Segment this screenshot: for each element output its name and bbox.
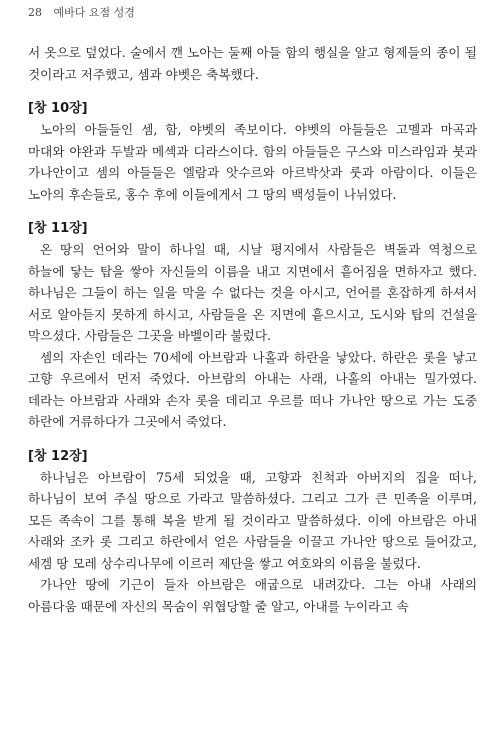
paragraph: 하나님은 아브람이 75세 되었을 때, 고향과 친척과 아버지의 집을 떠나, 하나님이 보여 주실 땅으로 가라고 말씀하셨다. 그리고 그가 큰 민족을 이루며, 모든 족속이 그를 통해 복을 받게 될 것이라고 말씀하셨다. 이에 아브람은 아내 사래와 조카 롯 그리고 하란에서 얻은 사람들을 이끌고 가나안 땅으로 들어갔고, 세겜 땅 모레 상수리나무에 이르러 제단을 쌓고 여호와의 이름을 불렀다. xyxy=(28,469,477,571)
page-number: 28 xyxy=(28,6,42,19)
chapter-heading-11: [창 11장] xyxy=(28,221,88,236)
paragraph: 가나안 땅에 기근이 들자 아브람은 애굽으로 내려갔다. 그는 아내 사래의 아름다움 때문에 자신의 목숨이 위협당할 줄 알고, 아내를 누이라고 속 xyxy=(28,577,477,614)
book-title: 예바다 요점 성경 xyxy=(53,6,135,19)
paragraph: 온 땅의 언어와 말이 하나일 때, 시날 평지에서 사람들은 벽돌과 역청으로 하늘에 닿는 탑을 쌓아 자신들의 이름을 내고 지면에서 흩어짐을 면하자고 했다. 하나님은 그들이 하는 일을 막을 수 없다는 것을 아시고, 언어를 혼잡하게 하셔서 서로 알아듣지 못하게 하시고, 사람들을 온 지면에 흩으시고, 도시와 탑의 건설을 막으셨다. 사람들은 그곳을 바벨이라 불렀다. xyxy=(28,242,477,343)
paragraph: 노아의 아들들인 셈, 함, 야벳의 족보이다. 야벳의 아들들은 고멜과 마곡과 마대와 야완과 두발과 메섹과 디라스이다. 함의 아들들은 구스와 미스라임과 붓과 가나안이고 셈의 아들들은 엘람과 앗수르와 아르박삿과 룻과 아람이다. 이들은 노아의 후손들로, 홍수 후에 이들에게서 그 땅의 백성들이 나뉘었다. xyxy=(28,122,477,202)
chapter-heading-12: [창 12장] xyxy=(28,448,88,464)
running-header xyxy=(28,4,135,20)
page-body xyxy=(28,42,477,617)
chapter-heading-10: [창 10장] xyxy=(28,101,88,116)
paragraph: 서 옷으로 덮었다. 술에서 깬 노아는 둘째 아들 함의 행실을 알고 형제들의 종이 될 것이라고 저주했고, 셈과 야벳은 축복했다. xyxy=(28,45,477,82)
paragraph: 셈의 자손인 데라는 70세에 아브람과 나홀과 하란을 낳았다. 하란은 롯을 낳고 고향 우르에서 먼저 죽었다. 아브람의 아내는 사래, 나홀의 아내는 밀가였다. 데라는 아브람과 사래와 손자 롯을 데리고 우르를 떠나 가나안 땅으로 가는 도중 하란에 거류하다가 그곳에서 죽었다. xyxy=(28,349,477,429)
